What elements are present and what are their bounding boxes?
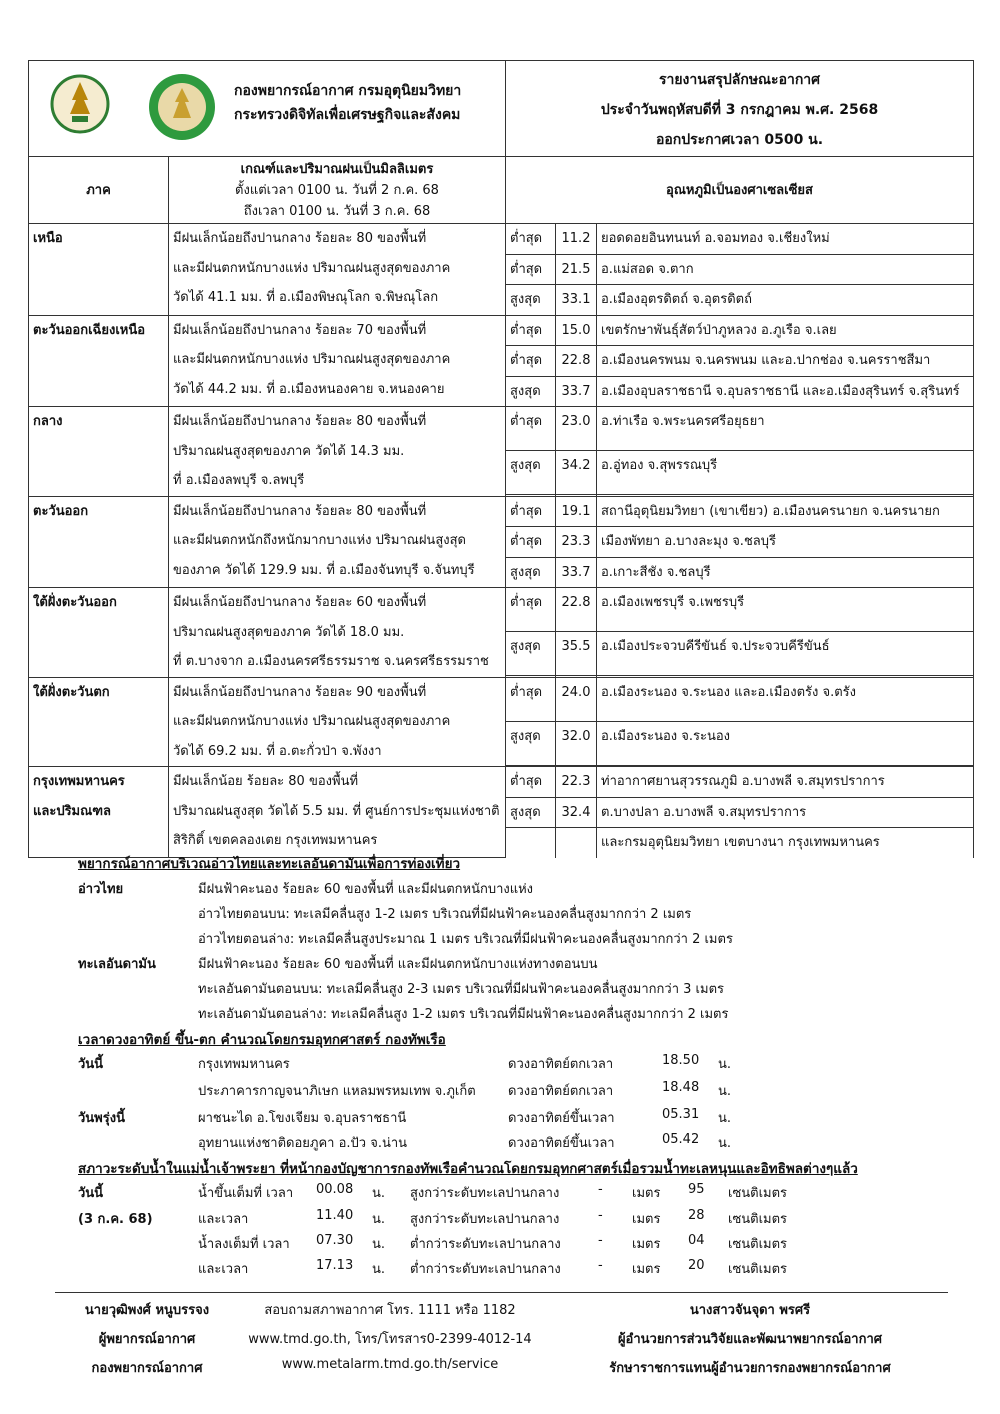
rain-line: มีฝนเล็กน้อยถึงปานกลาง ร้อยละ 80 ของพื้นที่ (173, 414, 427, 429)
sun-location: ผาชนะได อ.โขงเจียม จ.อุบลราชธานี (198, 1111, 407, 1126)
region-name (29, 588, 169, 678)
temp-type: ต่ำสุด (506, 407, 556, 451)
rain-line: ปริมาณฝนสูงสุดของภาค วัดได้ 14.3 มม. (173, 443, 405, 459)
sun-title: เวลาดวงอาทิตย์ ขึ้น-ตก คำนวณโดยกรมอุทกศาสตร์ กองทัพเรือ (78, 1032, 446, 1048)
sun-time: 05.31 (662, 1107, 700, 1122)
gulf-line: อ่าวไทยตอนบน: ทะเลมีคลื่นสูง 1-2 เมตร บริเวณที่มีฝนฟ้าคะนองคลื่นสูงมากกว่า 2 เมตร (198, 907, 692, 922)
rain-line: และมีฝนตกหนักบางแห่ง ปริมาณฝนสูงสุดของภาค (173, 260, 451, 276)
water-event: น้ำลงเต็มที่ เวลา (198, 1237, 290, 1252)
water-event: น้ำขึ้นเต็มที่ เวลา (198, 1186, 294, 1201)
temp-type: ต่ำสุด (506, 588, 556, 632)
temp-value: 11.2 (556, 224, 597, 255)
contact-web[interactable]: www.tmd.go.th, โทร/โทรสาร0-2399-4012-14 (248, 1332, 532, 1347)
region-rain (169, 496, 506, 588)
temp-value: 23.0 (556, 407, 597, 451)
temp-value: 22.8 (556, 588, 597, 632)
forecaster-org: กองพยากรณ์อากาศ (91, 1361, 203, 1376)
rain-line: มีฝนเล็กน้อยถึงปานกลาง ร้อยละ 60 ของพื้นที่ (173, 595, 427, 610)
sun-location: อุทยานแห่งชาติดอยภูคา อ.ปัว จ.น่าน (198, 1136, 408, 1151)
rain-line: และมีฝนตกหนักบางแห่ง ปริมาณฝนสูงสุดของภาค (173, 714, 451, 729)
temp-value: 32.4 (556, 797, 597, 828)
sun-event: ดวงอาทิตย์ตกเวลา (508, 1084, 614, 1099)
temp-value: 23.3 (556, 527, 597, 558)
water-time: 07.30 (316, 1233, 354, 1248)
temp-station: ท่าอากาศยานสุวรรณภูมิ อ.บางพลี จ.สมุทรปราการ (597, 767, 974, 798)
gulf-label: อ่าวไทย (78, 882, 124, 897)
water-meter-unit: เมตร (632, 1212, 661, 1227)
temp-station: เมืองพัทยา อ.บางละมุง จ.ชลบุรี (597, 527, 974, 558)
temp-station: อ.เมืองระนอง จ.ระนอง (597, 721, 974, 765)
region-name (29, 677, 169, 767)
water-cm-unit: เซนติเมตร (728, 1212, 788, 1227)
temp-station: อ.เมืองอุตรดิตถ์ จ.อุตรดิตถ์ (597, 285, 974, 316)
sun-unit: น. (718, 1111, 732, 1126)
col-region: ภาค (29, 157, 169, 224)
rain-line: ที่ อ.เมืองลพบุรี จ.ลพบุรี (173, 473, 305, 488)
col-temp: อุณหภูมิเป็นองศาเซลเซียส (506, 157, 974, 224)
water-cm-unit: เซนติเมตร (728, 1237, 788, 1252)
water-time: 00.08 (316, 1182, 354, 1197)
water-title: สภาวะระดับน้ำในแม่น้ำเจ้าพระยา ที่หน้ากองบัญชาการกองทัพเรือคำนวณโดยกรมอุทกศาสตร์เมื่อรวมน้ำทะเลหนุนและอิทธิพลต่างๆแล้ว (78, 1161, 858, 1177)
report-title: รายงานสรุปลักษณะอากาศ (658, 72, 821, 88)
sun-unit: น. (718, 1057, 732, 1072)
director-name: นางสาวจันจุดา พรศรี (689, 1303, 811, 1318)
water-event: และเวลา (198, 1262, 249, 1277)
water-cm: 04 (688, 1233, 705, 1248)
rain-line: มีฝนเล็กน้อยถึงปานกลาง ร้อยละ 80 ของพื้นที่ (173, 231, 427, 246)
rain-line: มีฝนเล็กน้อยถึงปานกลาง ร้อยละ 90 ของพื้นที่ (173, 684, 427, 700)
col-rain-line1: เกณฑ์และปริมาณฝนเป็นมิลลิเมตร (240, 161, 434, 177)
region-name-line1: ใต้ฝั่งตะวันตก (33, 684, 110, 700)
region-name (29, 407, 169, 497)
temp-type: สูงสุด (506, 285, 556, 316)
rain-line: และมีฝนตกหนักถึงหนักมากบางแห่ง ปริมาณฝนสูงสุด (173, 533, 466, 548)
water-cm: 28 (688, 1208, 705, 1223)
temp-empty (506, 828, 556, 858)
water-meters: - (598, 1258, 603, 1273)
water-time: 11.40 (316, 1208, 354, 1223)
water-time: 17.13 (316, 1258, 354, 1273)
region-name-line1: กลาง (33, 414, 63, 429)
temp-station: ยอดดอยอินทนนท์ อ.จอมทอง จ.เชียงใหม่ (597, 224, 974, 255)
andaman-line: มีฝนฟ้าคะนอง ร้อยละ 60 ของพื้นที่ และมีฝนตกหนักบางแห่งทางตอนบน (198, 957, 598, 972)
rain-line: ปริมาณฝนสูงสุด วัดได้ 5.5 มม. ที่ ศูนย์การประชุมแห่งชาติ (173, 803, 500, 819)
temp-value: 24.0 (556, 677, 597, 721)
water-meters: - (598, 1182, 603, 1197)
director-title: ผู้อำนวยการส่วนวิจัยและพัฒนาพยากรณ์อากาศ (617, 1332, 883, 1347)
temp-type: สูงสุด (506, 721, 556, 765)
region-rain (169, 767, 506, 858)
water-label: วันนี้ (78, 1186, 104, 1201)
andaman-line: ทะเลอันดามันตอนล่าง: ทะเลมีคลื่นสูง 1-2 เมตร บริเวณที่มีฝนฟ้าคะนองคลื่นสูงมากกว่า 2 เมตร (198, 1007, 729, 1022)
region-name (29, 315, 169, 407)
region-rain (169, 315, 506, 407)
col-rain-line3: ถึงเวลา 0100 น. วันที่ 3 ก.ค. 68 (243, 203, 431, 219)
water-event: และเวลา (198, 1212, 249, 1227)
temp-type: ต่ำสุด (506, 224, 556, 255)
sun-today-label: วันนี้ (78, 1057, 104, 1072)
region-name-line1: เหนือ (33, 231, 63, 246)
water-unit: น. (372, 1212, 386, 1227)
gulf-line: อ่าวไทยตอนล่าง: ทะเลมีคลื่นสูงประมาณ 1 เมตร บริเวณที่มีฝนฟ้าคะนองคลื่นสูงมากกว่า 2 เมตร (198, 932, 733, 947)
sun-unit: น. (718, 1136, 732, 1151)
water-reference: สูงกว่าระดับทะเลปานกลาง (410, 1186, 560, 1201)
temp-value: 19.1 (556, 496, 597, 527)
temp-station-extra: และกรมอุตุนิยมวิทยา เขตบางนา กรุงเทพมหานคร (597, 828, 974, 858)
weather-table (28, 60, 974, 858)
rain-line: สิริกิติ์ เขตคลองเตย กรุงเทพมหานคร (173, 833, 378, 848)
andaman-line: ทะเลอันดามันตอนบน: ทะเลมีคลื่นสูง 2-3 เมตร บริเวณที่มีฝนฟ้าคะนองคลื่นสูงมากกว่า 3 เมตร (198, 982, 724, 997)
water-reference: สูงกว่าระดับทะเลปานกลาง (410, 1212, 560, 1227)
rain-line: และมีฝนตกหนักบางแห่ง ปริมาณฝนสูงสุดของภาค (173, 352, 451, 367)
temp-type: ต่ำสุด (506, 767, 556, 798)
sun-event: ดวงอาทิตย์ตกเวลา (508, 1057, 614, 1072)
water-meter-unit: เมตร (632, 1262, 661, 1277)
temp-empty (556, 828, 597, 858)
temp-station: อ.เมืองประจวบคีรีขันธ์ จ.ประจวบคีรีขันธ์ (597, 632, 974, 676)
temp-station: อ.อู่ทอง จ.สุพรรณบุรี (597, 451, 974, 495)
region-rain (169, 407, 506, 497)
temp-value: 22.8 (556, 346, 597, 377)
sun-event: ดวงอาทิตย์ขึ้นเวลา (508, 1136, 615, 1151)
water-unit: น. (372, 1262, 386, 1277)
sun-time: 18.50 (662, 1053, 700, 1068)
region-name-line1: กรุงเทพมหานคร (33, 774, 125, 789)
temp-station: อ.เมืองอุบลราชธานี จ.อุบลราชธานี และอ.เมืองสุรินทร์ จ.สุรินทร์ (597, 376, 974, 407)
temp-type: ต่ำสุด (506, 315, 556, 346)
water-meters: - (598, 1233, 603, 1248)
region-name (29, 496, 169, 588)
sun-unit: น. (718, 1084, 732, 1099)
temp-type: สูงสุด (506, 451, 556, 495)
rain-line: วัดได้ 44.2 มม. ที่ อ.เมืองหนองคาย จ.หนองคาย (173, 381, 445, 397)
temp-station: เขตรักษาพันธุ์สัตว์ป่าภูหลวง อ.ภูเรือ จ.เลย (597, 315, 974, 346)
water-unit: น. (372, 1237, 386, 1252)
temp-station: อ.เกาะสีชัง จ.ชลบุรี (597, 557, 974, 588)
temp-type: ต่ำสุด (506, 254, 556, 285)
temp-type: สูงสุด (506, 797, 556, 828)
rain-line: มีฝนเล็กน้อย ร้อยละ 80 ของพื้นที่ (173, 774, 359, 789)
sun-tomorrow-label: วันพรุ่งนี้ (78, 1111, 125, 1126)
temp-value: 33.7 (556, 376, 597, 407)
gulf-line: มีฝนฟ้าคะนอง ร้อยละ 60 ของพื้นที่ และมีฝนตกหนักบางแห่ง (198, 882, 534, 897)
director-acting: รักษาราชการแทนผู้อำนวยการกองพยากรณ์อากาศ (609, 1361, 891, 1376)
water-cm: 95 (688, 1182, 705, 1197)
region-name (29, 224, 169, 316)
region-name (29, 767, 169, 858)
contact-service[interactable]: www.metalarm.tmd.go.th/service (281, 1357, 499, 1372)
sun-time: 05.42 (662, 1132, 700, 1147)
rain-line: มีฝนเล็กน้อยถึงปานกลาง ร้อยละ 70 ของพื้นที่ (173, 322, 427, 338)
temp-value: 33.1 (556, 285, 597, 316)
rain-line: ปริมาณฝนสูงสุดของภาค วัดได้ 18.0 มม. (173, 624, 405, 640)
temp-station: อ.ท่าเรือ จ.พระนครศรีอยุธยา (597, 407, 974, 451)
water-cm-unit: เซนติเมตร (728, 1186, 788, 1201)
temp-station: อ.เมืองนครพนม จ.นครพนม และอ.ปากช่อง จ.นครราชสีมา (597, 346, 974, 377)
region-name-line2: และปริมณฑล (33, 803, 111, 819)
rain-line: วัดได้ 41.1 มม. ที่ อ.เมืองพิษณุโลก จ.พิษณุโลก (173, 290, 439, 305)
region-rain (169, 224, 506, 316)
water-meter-unit: เมตร (632, 1237, 661, 1252)
water-date: (3 ก.ค. 68) (78, 1212, 153, 1227)
temp-value: 33.7 (556, 557, 597, 588)
sun-time: 18.48 (662, 1080, 700, 1095)
region-rain (169, 677, 506, 767)
water-meter-unit: เมตร (632, 1186, 661, 1201)
temp-type: ต่ำสุด (506, 527, 556, 558)
forecaster-name: นายวุฒิพงศ์ หนูบรรจง (84, 1303, 210, 1318)
water-meters: - (598, 1208, 603, 1223)
temp-station: อ.เมืองระนอง จ.ระนอง และอ.เมืองตรัง จ.ตรัง (597, 677, 974, 721)
temp-station: สถานีอุตุนิยมวิทยา (เขาเขียว) อ.เมืองนครนายก จ.นครนายก (597, 496, 974, 527)
temp-value: 22.3 (556, 767, 597, 798)
water-reference: ต่ำกว่าระดับทะเลปานกลาง (410, 1262, 561, 1277)
temp-value: 32.0 (556, 721, 597, 765)
sun-event: ดวงอาทิตย์ขึ้นเวลา (508, 1111, 615, 1126)
region-name-line1: ตะวันออกเฉียงเหนือ (33, 322, 146, 338)
forecaster-title: ผู้พยากรณ์อากาศ (98, 1332, 196, 1347)
contact-phone: สอบถามสภาพอากาศ โทร. 1111 หรือ 1182 (264, 1303, 516, 1318)
temp-type: สูงสุด (506, 632, 556, 676)
water-cm-unit: เซนติเมตร (728, 1262, 788, 1277)
temp-value: 15.0 (556, 315, 597, 346)
col-rain-line2: ตั้งแต่เวลา 0100 น. วันที่ 2 ก.ค. 68 (235, 182, 439, 198)
rain-line: ของภาค วัดได้ 129.9 มม. ที่ อ.เมืองจันทบุรี จ.จันทบุรี (173, 562, 475, 578)
org-line1: กองพยากรณ์อากาศ กรมอุตุนิยมวิทยา (234, 83, 462, 99)
region-name-line1: ใต้ฝั่งตะวันออก (33, 595, 117, 610)
sun-location: ประภาคารกาญจนาภิเษก แหลมพรหมเทพ จ.ภูเก็ต (198, 1084, 476, 1099)
temp-station: ต.บางปลา อ.บางพลี จ.สมุทรปราการ (597, 797, 974, 828)
region-name-line1: ตะวันออก (33, 503, 89, 519)
temp-type: ต่ำสุด (506, 346, 556, 377)
andaman-label: ทะเลอันดามัน (78, 957, 156, 972)
rain-line: ที่ ต.บางจาก อ.เมืองนครศรีธรรมราช จ.นครศรีธรรมราช (173, 654, 489, 669)
temp-station: อ.เมืองเพชรบุรี จ.เพชรบุรี (597, 588, 974, 632)
temp-type: ต่ำสุด (506, 496, 556, 527)
temp-value: 35.5 (556, 632, 597, 676)
rain-line: มีฝนเล็กน้อยถึงปานกลาง ร้อยละ 80 ของพื้นที่ (173, 503, 427, 519)
temp-type: สูงสุด (506, 557, 556, 588)
footer-divider (55, 1292, 948, 1293)
report-date: ประจำวันพฤหัสบดีที่ 3 กรกฎาคม พ.ศ. 2568 (600, 102, 879, 118)
temp-value: 34.2 (556, 451, 597, 495)
water-unit: น. (372, 1186, 386, 1201)
region-rain (169, 588, 506, 678)
sun-location: กรุงเทพมหานคร (198, 1057, 290, 1072)
report-time: ออกประกาศเวลา 0500 น. (655, 132, 824, 148)
temp-type: สูงสุด (506, 376, 556, 407)
temp-station: อ.แม่สอด จ.ตาก (597, 254, 974, 285)
sea-title: พยากรณ์อากาศบริเวณอ่าวไทยและทะเลอันดามันเพื่อการท่องเที่ยว (78, 856, 461, 872)
org-line2: กระทรวงดิจิทัลเพื่อเศรษฐกิจและสังคม (234, 107, 461, 123)
rain-line: วัดได้ 69.2 มม. ที่ อ.ตะกั่วป่า จ.พังงา (173, 743, 382, 759)
water-cm: 20 (688, 1258, 705, 1273)
water-reference: ต่ำกว่าระดับทะเลปานกลาง (410, 1237, 561, 1252)
temp-type: ต่ำสุด (506, 677, 556, 721)
temp-value: 21.5 (556, 254, 597, 285)
